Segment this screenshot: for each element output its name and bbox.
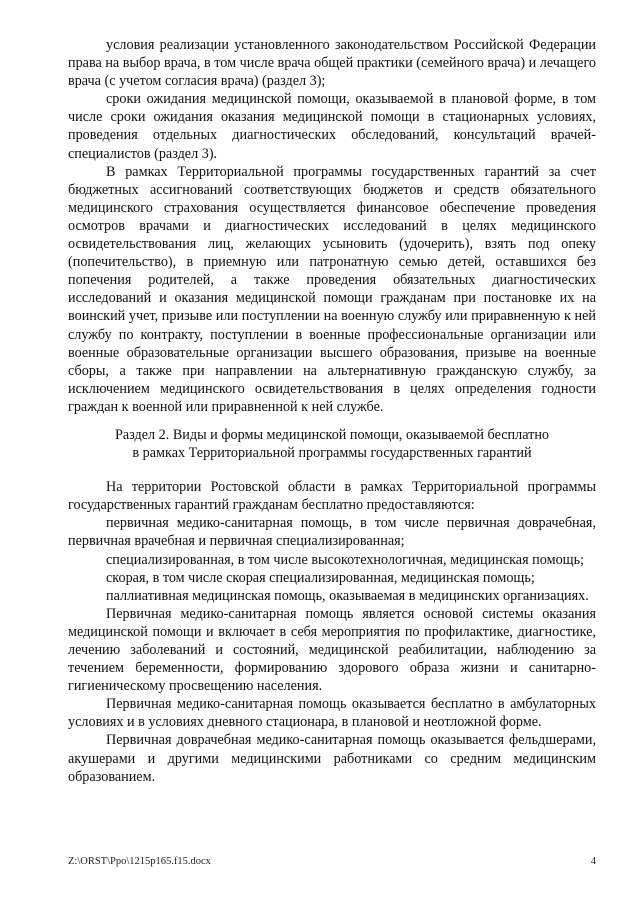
paragraph: Первичная медико-санитарная помощь оказывается бесплатно в амбулаторных условиях и в условиях дневного стационара, в плановой и неотложной форме. — [68, 696, 596, 731]
paragraph: условия реализации установленного законодательством Российской Федерации права на выбор врача, в том числе врача общей практики (семейного врача) и лечащего врача (с учетом согласия врача) (раздел 3); — [68, 37, 597, 90]
document-page — [68, 36, 596, 786]
section-heading-line-1: Раздел 2. Виды и формы медицинской помощи, оказываемой бесплатно — [114, 426, 550, 443]
section-heading — [68, 426, 596, 462]
section-heading-line-2: в рамках Территориальной программы государственных гарантий — [132, 445, 532, 462]
footer-file-path: Z:\ORST\Ppo\1215p165.f15.docx — [68, 856, 211, 867]
list-item: первичная медико-санитарная помощь, в том числе первичная доврачебная, первичная врачебная и первичная специализированная; — [68, 515, 596, 550]
page-number: 4 — [590, 856, 596, 867]
paragraph: сроки ожидания медицинской помощи, оказываемой в плановой форме, в том числе сроки ожидания оказания медицинской помощи в стационарных условиях, проведения отдельных диагностических обследований, консультаций врачей-специалистов (раздел 3). — [68, 91, 596, 162]
paragraph: Первичная доврачебная медико-санитарная помощь оказывается фельдшерами, акушерами и другими медицинскими работниками со средним медицинским образованием. — [68, 732, 596, 785]
paragraph: Первичная медико-санитарная помощь является основой системы оказания медицинской помощи и включает в себя мероприятия по профилактике, диагностике, лечению заболеваний и состояний, медицинской реабилитации, наблюдению за течением беременности, формированию здорового образа жизни и санитарно-гигиеническому просвещению населения. — [68, 605, 596, 695]
list-item: паллиативная медицинская помощь, оказываемая в медицинских организациях. — [106, 587, 589, 604]
paragraph: В рамках Территориальной программы государственных гарантий за счет бюджетных ассигнований соответствующих бюджетов и средств обязательного медицинского страхования осуществляется финансовое обеспечение проведения осмотров врачами и диагностических исследований в целях медицинского освидетельствования лиц, желающих усыновить (удочерить), взять под опеку (попечительство), в приемную или патронатную семью детей, оставшихся без попечения родителей, а также проведения обязательных диагностических исследований и оказания медицинской помощи гражданам при постановке их на воинский учет, призыве или поступлении на военную службу или приравненную к ней службу по контракту, поступлении в военные профессиональные организации или военные образовательные организации высшего образования, призыве на военные сборы, а также при направлении на альтернативную гражданскую службу, за исключением медицинского освидетельствования в целях определения годности граждан к военной или приравненной к ней службе. — [68, 163, 596, 415]
list-item: скорая, в том числе скорая специализированная, медицинская помощь; — [106, 569, 535, 586]
list-item: специализированная, в том числе высокотехнологичная, медицинская помощь; — [106, 551, 584, 568]
paragraph: На территории Ростовской области в рамках Территориальной программы государственных гарантий гражданам бесплатно предоставляются: — [68, 479, 596, 514]
